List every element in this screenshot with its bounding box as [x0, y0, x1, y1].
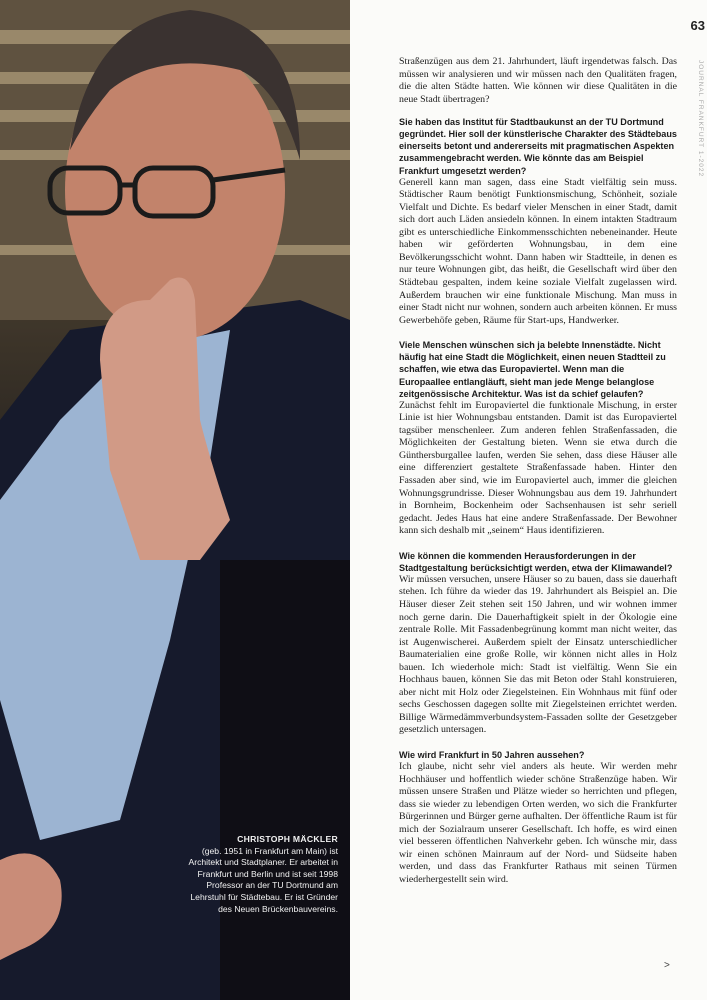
question-4: Wie wird Frankfurt in 50 Jahren aussehen? — [399, 750, 585, 760]
caption-name: CHRISTOPH MÄCKLER — [237, 834, 338, 844]
answer-1: Generell kann man sagen, dass eine Stadt vielfältig sein muss. Städtischer Raum benötigt Funktionsmischung, Schönheit, soziale Vielfalt und Dichte. Es bedarf vieler Menschen in einer Stadt, damit sich dort auch Läden ansiedeln können. In einem intakten Stadtraum gibt es unterschiedliche Einkommensschichten nebeneinander. Heute haben wir geförderten Wohnungsbau, in dem eine Bevölkerungsschicht wohnt. Dann haben wir Stadtteile, in denen es nur teure Wohnungen gibt, das heißt, die Gesellschaft wird über den Städtebau gespalten, indem keine soziale Vielfalt zugelassen wird. Außerdem brauchen wir eine funktionale Mischung. Man muss in einer Stadt nicht nur wohnen, sondern auch arbeiten können. Er muss Gewerbehöfe geben, Räume für Start-ups, Handwerker. — [399, 176, 677, 326]
question-3: Wie können die kommenden Herausforderungen in der Stadtgestaltung berücksichtigt werden, etwa der Klimawandel? — [399, 550, 673, 573]
answer-2: Zunächst fehlt im Europaviertel die funktionale Mischung, in erster Linie ist hier Wohnungsbau entstanden. Damit ist das Europaviertel tagsüber menschenleer. Zum anderen fehlen Straßenfassaden, die Möglichkeiten der Gestaltung bieten. Wenn sie etwa durch die Günthersburgallee laufen, werden Sie sehen, dass diese Häuser alle eine differenziert gestaltete Straßenfassade haben. Hinter den Fassaden aber sind, wie im Europaviertel auch, immer die gleichen Wohnungsgrundrisse. Dieser Wohnungsbau aus dem 19. Jahrhundert in Bornheim, Bockenheim oder Sachsenhausen ist sehr seriell gedacht. Jedes Haus hat eine andere Straßenfassade. Der Bewohner kann sich deshalb mit „seinem“ Haus identifizieren. — [399, 399, 677, 537]
continue-arrow-icon: > — [664, 960, 670, 971]
side-label: JOURNAL FRANKFURT 1-2022 — [697, 60, 704, 178]
answer-3: Wir müssen versuchen, unsere Häuser so zu bauen, dass sie dauerhaft stehen. Ich führe da wieder das 19. Jahrhundert als Beispiel an. Die Häuser dieser Zeit stehen seit 150 Jahren, und wir wohnen immer noch gerne darin. Die Dauerhaftigkeit spielt in der Ökologie eine zentrale Rolle. Mit Fassadenbegrünung kommt man nicht weiter, das ist Augenwischerei. Außerdem spielt der Einsatz unterschiedlicher Baumaterialien eine große Rolle, wir können nicht alles in Holz bauen. Ich wiederhole mich: Stadt ist vielfältig. Wenn Sie ein Hochhaus bauen, können Sie das mit Beton oder Stahl konstruieren, aber nicht mit Holz oder Ziegelsteinen. Ein Wohnhaus mit fünf oder sechs Geschossen dagegen sollte mit Ziegelsteinen errichtet werden. Billige Wärmedämmverbundsystem-Fassaden sollte der Gesetzgeber gesetzlich untersagen. — [399, 573, 677, 736]
portrait-photo — [0, 0, 350, 1000]
article-text-column — [399, 56, 677, 899]
question-2: Viele Menschen wünschen sich ja belebte Innenstädte. Nicht häufig hat eine Stadt die Möglichkeit, einen neuen Stadtteil zu schaffen, wie etwa das Europaviertel. Wenn man die Europaallee entlangläuft, sieht man jede Menge belanglose zeitgenössische Architektur. Was ist da schief gelaufen? — [399, 340, 666, 399]
caption-text: (geb. 1951 in Frankfurt am Main) ist Architekt und Stadtplaner. Er arbeitet in Frankfurt und Berlin und ist seit 1998 Professor an der TU Dortmund am Lehrstuhl für Städtebau. Er ist Gründer des Neuen Brückenbauvereins. — [188, 845, 338, 914]
page-number: 63 — [690, 18, 705, 33]
answer-4: Ich glaube, nicht sehr viel anders als heute. Wir werden mehr Hochhäuser und hoffentlich wieder schöne Straßenzüge haben. Wir müssen unsere Straßen und Plätze wieder so herrichten und pflegen, dass sie wieder zu lebendigen Orten werden, wo sich die Frankfurter Bürgerinnen und Bürger gerne aufhalten. Der öffentliche Raum ist für mich der Sozialraum unserer Gesellschaft. Ich hoffe, es wird einen viel besseren öffentlichen Nahverkehr geben. Ich wünsche mir, dass wir einen schönen Mainraum auf der Nord- und Südseite haben werden, und dass das Frankfurter Rathaus mit seinen Türmen wiederhergestellt sein wird. — [399, 761, 677, 886]
intro-paragraph: Straßenzügen aus dem 21. Jahrhundert, läuft irgendetwas falsch. Das müssen wir analysieren und wir müssen nach den Qualitäten fragen, die die alten Städte hatten. Wie können wir diese Qualitäten in die neue Stadt übertragen? — [399, 56, 677, 105]
question-1: Sie haben das Institut für Stadtbaukunst an der TU Dortmund gegründet. Hier soll der künstlerische Charakter des Städtebaus einerseits betont und andererseits mit pragmatischen Aspekten zusammengebracht werden. Wie könnte das am Beispiel Frankfurt umgesetzt werden? — [399, 117, 677, 176]
photo-caption — [188, 834, 338, 915]
